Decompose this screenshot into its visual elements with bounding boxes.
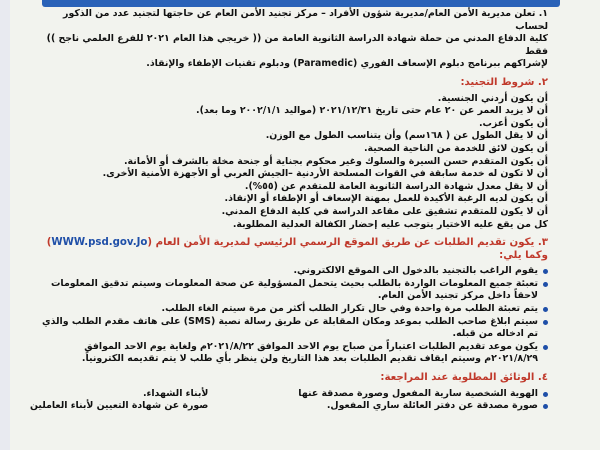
application-step: يقوم الراغب بالتجنيد بالدخول الى الموقع الالكتروني. xyxy=(30,265,548,278)
psd-website-link[interactable]: WWW.psd.gov.Jo xyxy=(51,237,148,249)
document-item: الهوية الشخصية سارية المفعول وصورة مصدقة عنها xyxy=(298,388,548,401)
conditions-heading: ٢. شروط التجنيد: xyxy=(460,76,548,88)
condition-item: أن لا يقل معدل شهادة الدراسة الثانوية العامة للمتقدم عن (٥٥%). xyxy=(244,180,548,192)
intro-line: لإشراكهم ببرنامج دبلوم الإسعاف الفوري (Paramedic) ودبلوم تقنيات الإطفاء والإنقاذ. xyxy=(146,58,548,70)
documents-heading: ٤. الوثائق المطلوبة عند المراجعة: xyxy=(380,372,548,384)
document-item: لأبناء الشهداء. xyxy=(142,387,209,399)
condition-item: أن يكون المتقدم حسن السيرة والسلوك وغير محكوم بجناية أو جنحة مخلة بالشرف أو الأمانة. xyxy=(123,155,548,167)
application-step: تعبئة جميع المعلومات الواردة بالطلب بحيث يتحمل المسؤولية عن صحة المعلومات وسيتم تدقيق المعلومات لاحقاً داخل مركز تجنيد الأمن العام. xyxy=(30,278,548,303)
condition-item: أن لا يقل الطول عن ( ١٦٨سم) وأن يتناسب الطول مع الوزن. xyxy=(265,130,548,142)
condition-item: كل من يقع عليه الاختيار يتوجب عليه إحضار الكفالة العدلية المطلوبة. xyxy=(232,218,548,230)
announcement-body xyxy=(30,8,548,413)
intro-line: كلية الدفاع المدني من حملة شهادة الدراسة الثانوية العامة من (( خريجي هذا العام ٢٠٢١ للفرع العلمي ناجح )) فقط xyxy=(46,33,548,57)
application-step: يتم تعبئة الطلب مرة واحدة وفي حال تكرار الطلب أكثر من مرة سيتم الغاء الطلب. xyxy=(30,303,548,316)
condition-item: أن لا يزيد العمر عن ٢٠ عام حتى تاريخ ٢٠٢١/١٢/٣١ (مواليد ٢٠٠٢/١/١ وما بعد). xyxy=(196,105,548,117)
applications-heading xyxy=(30,237,548,262)
condition-item: أن يكون أردني الجنسية. xyxy=(437,92,548,104)
condition-item: أن لا تكون له خدمة سابقة في القوات المسلحة الأردنية –الجيش العربي أو الأجهزة الأمنية الأخرى. xyxy=(102,168,548,180)
condition-item: أن يكون لديه الرغبة الأكيدة للعمل بمهنة الإسعاف أو الإطفاء أو الإنقاذ. xyxy=(224,193,548,205)
conditions-list xyxy=(30,93,548,232)
header-bar xyxy=(42,0,560,7)
intro-paragraph xyxy=(30,8,548,71)
condition-item: أن لا يكون للمتقدم تشقيق على مقاعد الدراسة في كلية الدفاع المدني. xyxy=(221,205,548,217)
page-edge xyxy=(0,0,10,450)
document-item: صورة عن شهادة التعيين لأبناء العاملين xyxy=(30,400,209,412)
application-step: يكون موعد تقديم الطلبات اعتباراً من صباح يوم الاحد الموافق ٢٠٢١/٨/٢٢م ولغاية يوم الاحد الموافق ٢٠٢١/٨/٢٩م وسيتم ايقاف تقديم الطلبات بعد هذا التاريخ ولن ينظر بأي طلب لا يتم تقديمه الكترونياً. xyxy=(30,341,548,366)
documents-list-right xyxy=(298,388,548,413)
intro-line: ١. تعلن مديرية الأمن العام/مديرية شؤون الأفراد – مركز تجنيد الأمن العام عن حاجتها لتجنيد عدد من الذكور لحساب xyxy=(63,8,548,32)
condition-item: أن يكون أعزب. xyxy=(478,117,548,129)
application-step: سيتم ابلاغ صاحب الطلب بموعد ومكان المقابلة عن طريق رسالة نصية (SMS) على هاتف مقدم الطلب والذي تم ادخاله من قبله. xyxy=(30,316,548,341)
applications-heading-prefix: ٣. يكون تقديم الطلبات عن طريق الموقع الرسمي الرئيسي لمديرية الأمن العام ( xyxy=(147,237,548,249)
condition-item: أن يكون لائق للخدمة من الناحية الصحية. xyxy=(363,142,548,154)
document-item: صورة مصدقة عن دفتر العائلة ساري المفعول. xyxy=(298,400,548,413)
applications-list xyxy=(30,265,548,366)
documents-columns xyxy=(30,388,548,413)
applications-heading-suffix: ) وكما يلي: xyxy=(46,237,548,261)
documents-list-left xyxy=(30,388,208,413)
